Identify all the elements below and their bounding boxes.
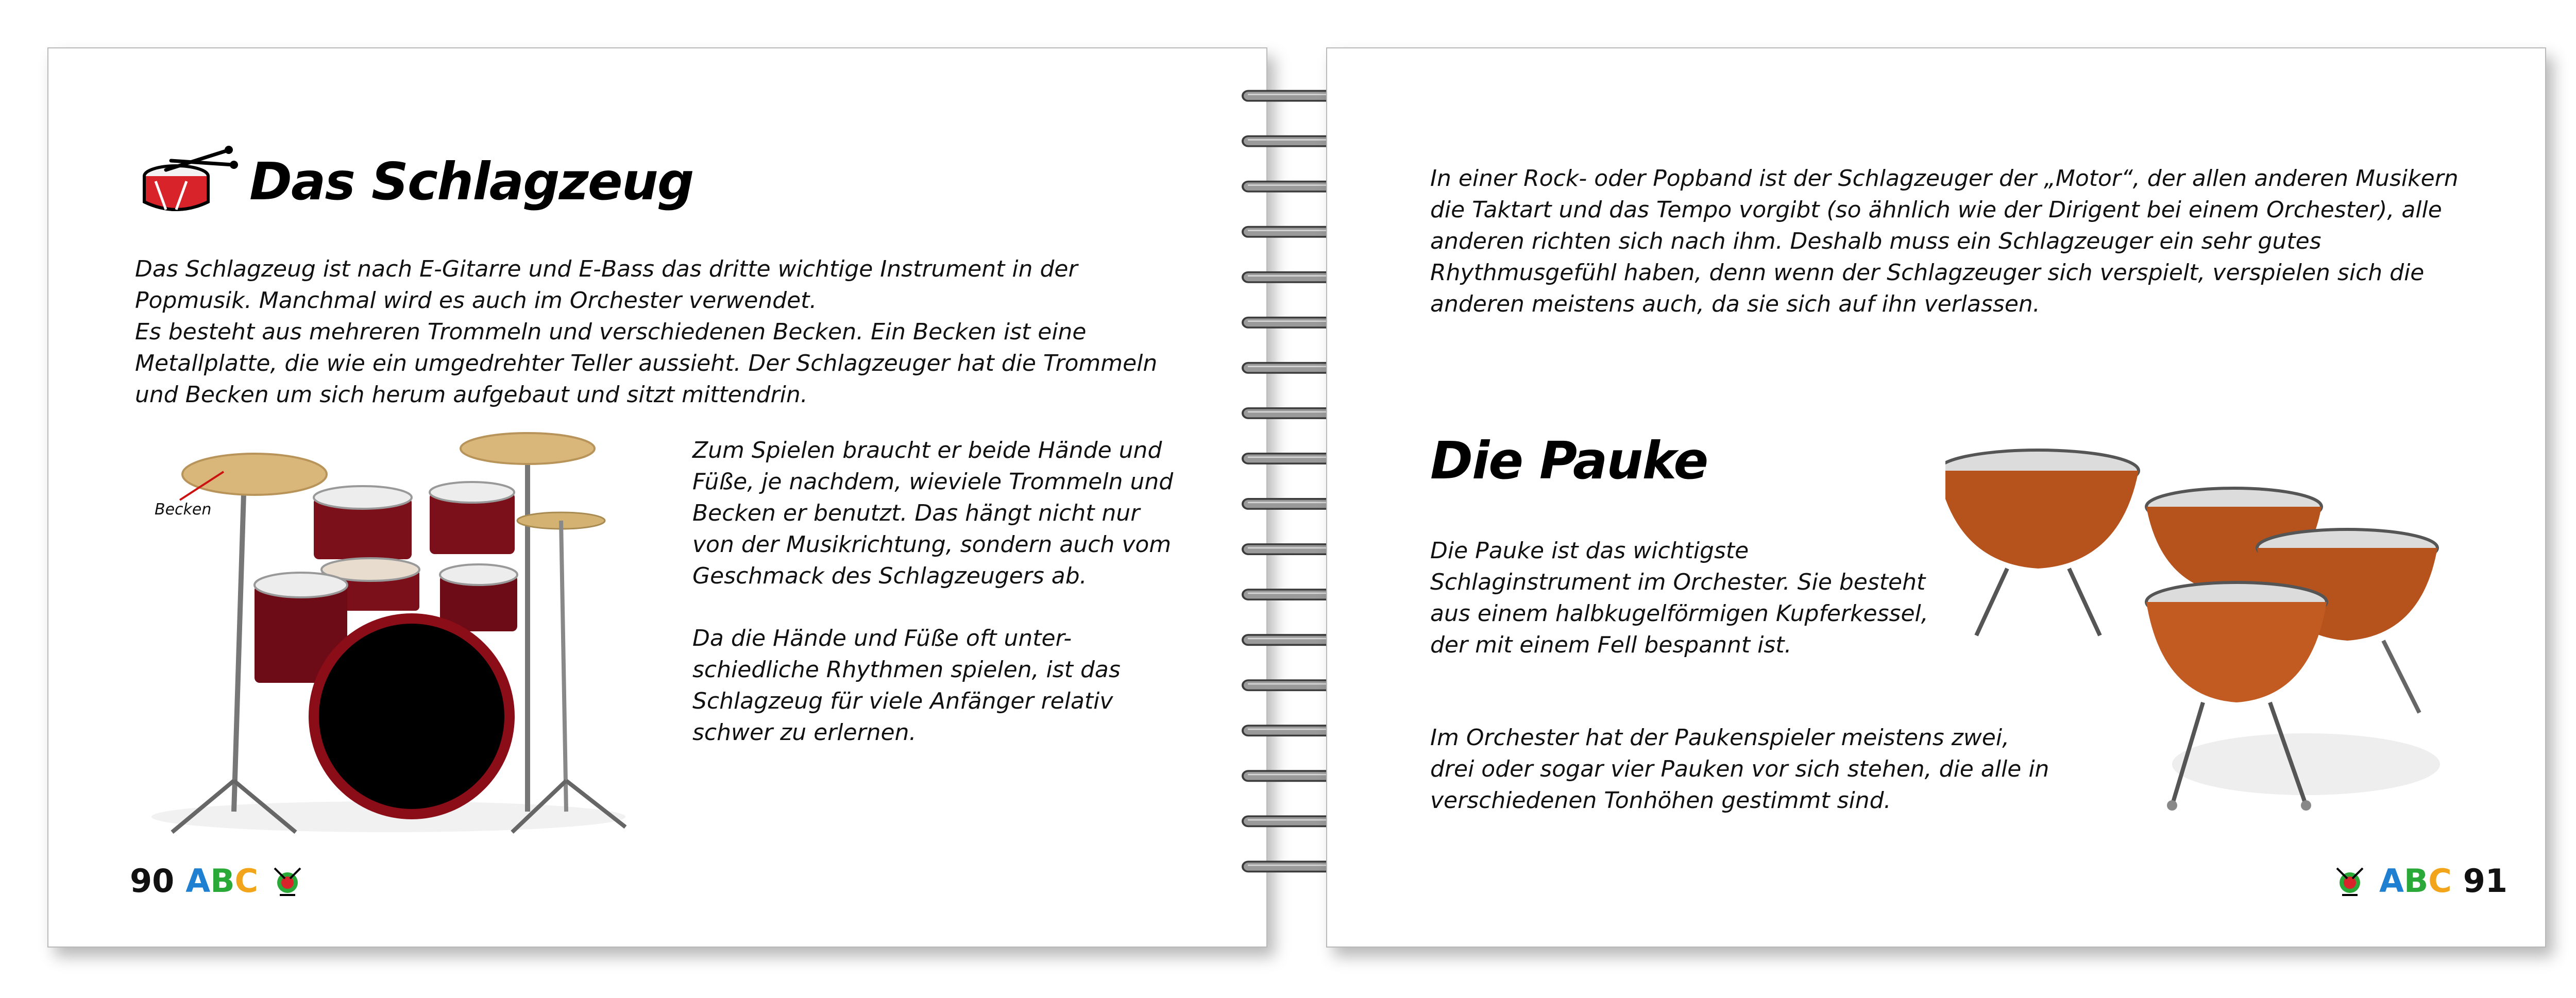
mascot-icon xyxy=(269,863,306,899)
drum-kit-image xyxy=(131,420,651,842)
abc-logo: A B C xyxy=(185,862,259,900)
section-title: Die Pauke xyxy=(1430,431,1708,491)
left-page xyxy=(47,47,1267,948)
right-page xyxy=(1326,47,2546,948)
page-number: 91 xyxy=(2463,862,2508,900)
band-paragraph: In einer Rock- oder Popband ist der Schlagzeuger der „Motor“, der allen anderen Musikern die Taktart und das Tempo vorgibt (so ähnlich wie der Dirigent bei einem Orchester), alle anderen richten sich nach ihm. Deshalb muss ein Schlagzeuger ein sehr gutes Rhythmusgefühl haben, denn wenn der Schlagzeuger sich verspielt, verspielen sich die anderen meistens auch, da sie sich auf ihn verlassen. xyxy=(1430,165,2459,317)
cymbal-label: Becken xyxy=(155,501,212,519)
page-number: 90 xyxy=(130,862,175,900)
pauke-paragraph-1: Die Pauke ist das wichtigste Schlaginstrument im Orchester. Sie besteht aus einem halbkugelförmigen Kupferkessel, der mit einem Fell bespannt ist. xyxy=(1430,538,1928,658)
mascot-icon xyxy=(2332,863,2368,899)
page-title: Das Schlagzeug xyxy=(249,151,693,212)
side-paragraph-1: Zum Spielen braucht er beide Hände und Füße, je nachdem, wieviele Trommeln und Becken er benutzt. Das hängt nicht nur von der Musikrichtung, sondern auch vom Geschmack des Schlagzeugers ab. xyxy=(692,437,1174,589)
pauke-paragraph-2: Im Orchester hat der Paukenspieler meistens zwei, drei oder sogar vier Pauken vor sich stehen, die alle in verschiedenen Tonhöhen gestimmt sind. xyxy=(1430,725,2049,814)
timpani-image xyxy=(1945,445,2461,857)
drum-icon xyxy=(135,140,238,217)
left-footer xyxy=(130,862,306,900)
intro-paragraph: Das Schlagzeug ist nach E-Gitarre und E-Bass das dritte wichtige Instrument in der Popmusik. Manchmal wird es auch im Orchester verwendet. Es besteht aus mehreren Trommeln und verschiedenen Becken. Ein Becken ist eine Metallplatte, die wie ein umgedrehter Teller aussieht. Der Schlagzeuger hat die Trommeln und Becken um sich herum aufgebaut und sitzt mittendrin. xyxy=(135,256,1158,408)
abc-logo: A B C xyxy=(2379,862,2452,900)
right-footer xyxy=(2332,862,2507,900)
side-paragraph-2: Da die Hände und Füße oft unter- schiedliche Rhythmen spielen, ist das Schlagzeug für viele Anfänger relativ schwer zu erlernen. xyxy=(692,625,1121,746)
